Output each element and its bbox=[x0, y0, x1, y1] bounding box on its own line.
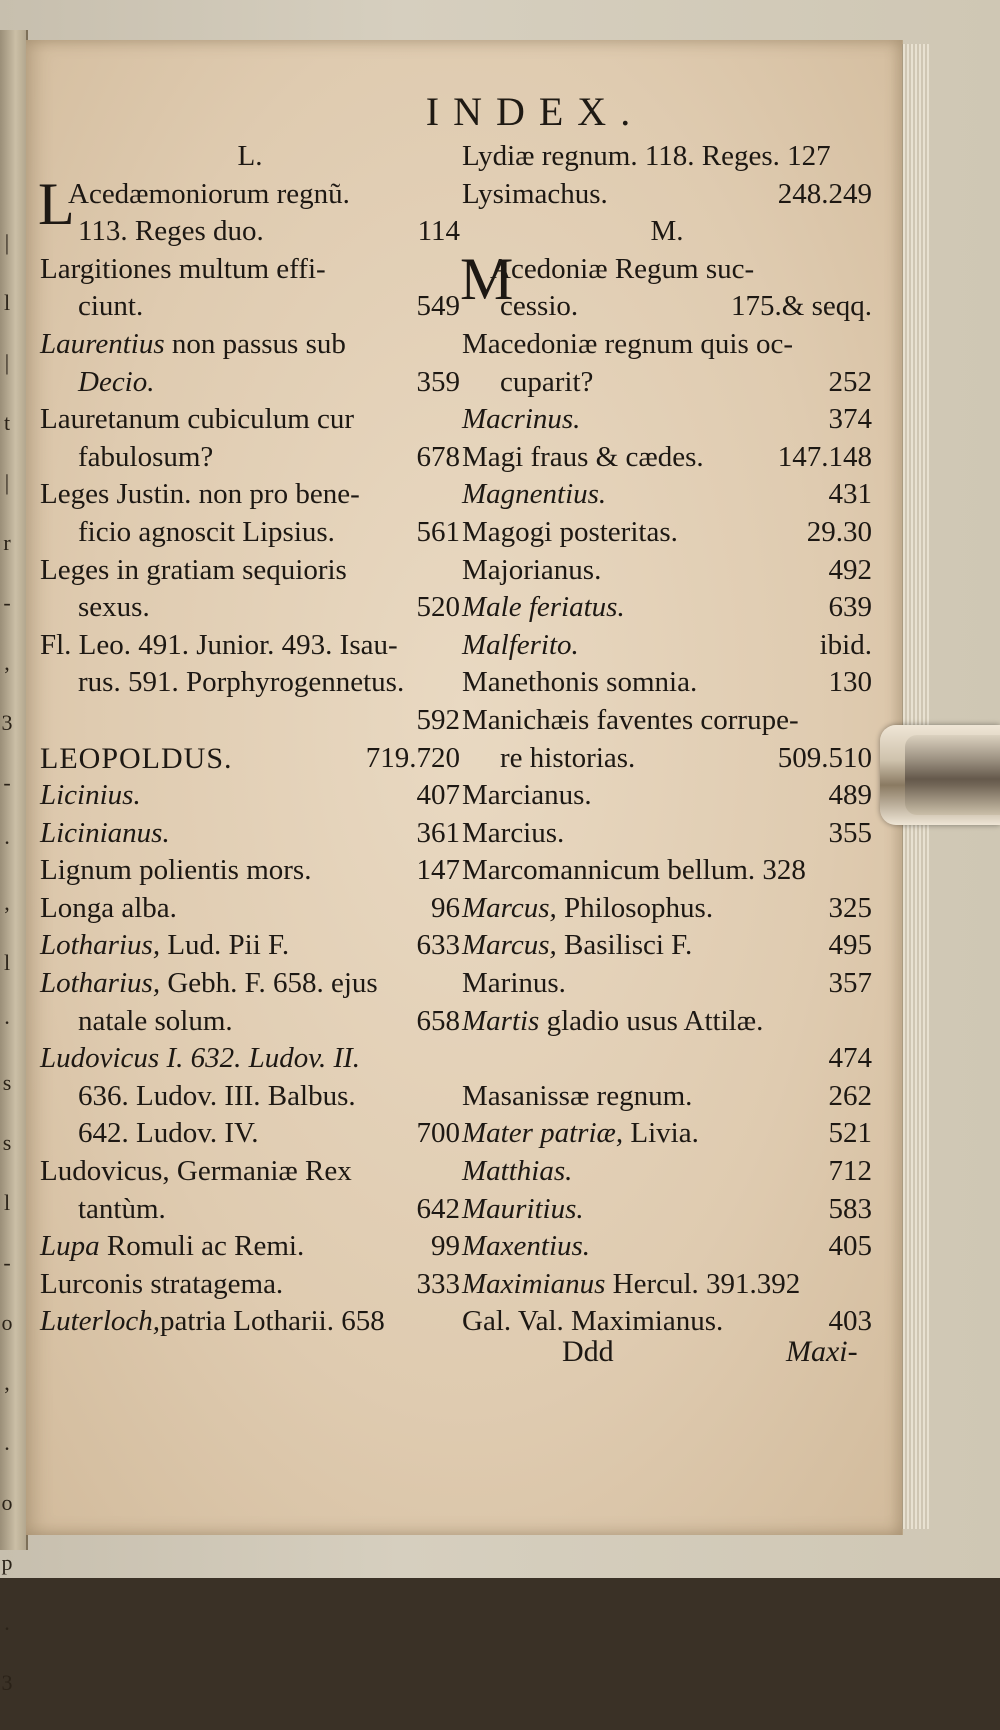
index-entry bbox=[40, 1153, 460, 1191]
index-entry-label: gladio usus Attilæ. bbox=[539, 1004, 764, 1037]
index-entry bbox=[462, 1191, 872, 1229]
index-entry-page-number: 431 bbox=[828, 478, 872, 511]
catchword: Maxi- bbox=[786, 1335, 858, 1368]
index-entry-page-number: 407 bbox=[416, 779, 460, 812]
index-entry bbox=[40, 1040, 460, 1078]
index-entry-label: Acedoniæ Regum suc- bbox=[490, 252, 755, 285]
index-entry-page-number: 114 bbox=[417, 215, 460, 248]
index-entry-text bbox=[78, 364, 155, 402]
index-entry-text bbox=[462, 326, 793, 364]
index-entry bbox=[40, 815, 460, 853]
margin-mark: · bbox=[3, 1010, 11, 1035]
index-entry-page-number: 147 bbox=[416, 854, 460, 887]
margin-mark: · bbox=[3, 830, 11, 855]
index-entry bbox=[40, 401, 460, 439]
margin-mark: o bbox=[1, 1310, 13, 1335]
index-entry bbox=[40, 927, 460, 965]
index-entry bbox=[462, 364, 872, 402]
index-entry bbox=[40, 1078, 460, 1116]
drop-cap: M bbox=[460, 245, 514, 312]
index-entry-text bbox=[40, 815, 170, 853]
index-entry-text bbox=[40, 251, 326, 289]
index-entry bbox=[40, 702, 460, 740]
index-entry-label: Lud. Pii F. bbox=[160, 929, 290, 962]
index-entry-page-number: 561 bbox=[416, 515, 460, 548]
index-entry-label: 636. Ludov. III. Balbus. bbox=[78, 1079, 356, 1112]
index-entry-label: natale solum. bbox=[78, 1004, 233, 1037]
index-entry-text bbox=[40, 927, 289, 965]
margin-mark: r bbox=[3, 530, 11, 555]
index-entry bbox=[40, 1115, 460, 1153]
index-entry-text bbox=[462, 1266, 800, 1304]
index-entry bbox=[40, 1266, 460, 1304]
index-entry-page-number: 355 bbox=[828, 816, 872, 849]
index-entry-italic: Licinius. bbox=[40, 779, 141, 812]
index-entry-text bbox=[462, 1078, 692, 1116]
margin-mark: s bbox=[2, 1130, 12, 1155]
index-entry-text bbox=[462, 777, 592, 815]
margin-mark: | bbox=[4, 350, 10, 375]
index-entry-page-number: 509.510 bbox=[777, 741, 872, 774]
index-entry bbox=[40, 251, 460, 289]
margin-mark: , bbox=[4, 650, 10, 675]
index-entry bbox=[40, 1228, 460, 1266]
index-entry-label: Marinus. bbox=[462, 967, 566, 1000]
index-entry-text bbox=[462, 702, 799, 740]
index-entry-italic: Maximianus bbox=[462, 1267, 606, 1300]
index-entry-text bbox=[40, 1040, 360, 1078]
index-entry-italic: Magnentius. bbox=[462, 478, 607, 511]
index-entry-text bbox=[40, 476, 360, 514]
index-entry bbox=[462, 627, 872, 665]
index-entry-label: Marcianus. bbox=[462, 779, 592, 812]
index-entry-italic: Maxentius. bbox=[462, 1230, 591, 1263]
index-entry-text bbox=[462, 514, 678, 552]
index-entry-label: Majorianus. bbox=[462, 553, 602, 586]
index-entry-text bbox=[40, 740, 233, 778]
index-entry-text bbox=[462, 552, 601, 590]
index-entry bbox=[40, 476, 460, 514]
index-entry-page-number: 361 bbox=[416, 816, 460, 849]
index-entry-page-number: 495 bbox=[828, 929, 872, 962]
index-entry-page-number: 658 bbox=[416, 1004, 460, 1037]
index-entry-page-number: 583 bbox=[828, 1192, 872, 1225]
index-entry-page-number: 357 bbox=[828, 967, 872, 1000]
index-entry-label: cuparit? bbox=[500, 365, 594, 398]
index-entry-page-number: 642 bbox=[416, 1192, 460, 1225]
index-entry bbox=[40, 965, 460, 1003]
index-entry-page-number: 248.249 bbox=[777, 177, 872, 210]
index-entry bbox=[462, 852, 872, 890]
index-entry-text bbox=[78, 1003, 233, 1041]
index-entry-italic: Licinianus. bbox=[40, 816, 170, 849]
index-entry bbox=[40, 589, 460, 627]
index-entry-label: Gebh. F. 658. ejus bbox=[160, 967, 378, 1000]
index-entry-page-number: 474 bbox=[828, 1042, 872, 1075]
index-entry-text bbox=[462, 664, 697, 702]
index-entry bbox=[462, 476, 872, 514]
index-entry-label: Philosophus. bbox=[556, 891, 714, 924]
index-entry-text bbox=[462, 439, 704, 477]
index-entry-text bbox=[40, 777, 141, 815]
index-entry-text bbox=[40, 890, 177, 928]
index-entry-label: ficio agnoscit Lipsius. bbox=[78, 515, 335, 548]
index-entry bbox=[40, 1303, 460, 1341]
index-entry-page-number: 489 bbox=[828, 779, 872, 812]
margin-mark: | bbox=[4, 230, 10, 255]
index-entry bbox=[462, 1115, 872, 1153]
index-entry-label: Magogi posteritas. bbox=[462, 515, 678, 548]
index-entry bbox=[462, 288, 872, 326]
index-entry bbox=[462, 1078, 872, 1116]
index-entry bbox=[40, 1003, 460, 1041]
index-entry-label: non passus sub bbox=[164, 327, 346, 360]
index-entry-text bbox=[462, 1115, 699, 1153]
index-entry bbox=[40, 627, 460, 665]
index-entry-italic: Ludovicus I. 632. Ludov. II. bbox=[40, 1042, 361, 1075]
index-entry-page-number: 359 bbox=[416, 365, 460, 398]
index-entry-text bbox=[462, 476, 606, 514]
index-entry-page-number: 333 bbox=[416, 1267, 460, 1300]
margin-mark: - bbox=[3, 770, 11, 795]
index-entry-text bbox=[40, 138, 460, 176]
index-entry-text bbox=[462, 852, 806, 890]
index-entry-page-number: 29.30 bbox=[806, 515, 872, 548]
index-entry-label: Macedoniæ regnum quis oc- bbox=[462, 327, 794, 360]
index-entry-text bbox=[462, 138, 831, 176]
index-entry-italic: Laurentius bbox=[40, 327, 165, 360]
index-entry-label: re historias. bbox=[500, 741, 636, 774]
index-entry bbox=[40, 777, 460, 815]
index-entry bbox=[462, 702, 872, 740]
index-entry-label: ciunt. bbox=[78, 290, 144, 323]
index-entry bbox=[462, 1040, 872, 1078]
index-entry-text bbox=[40, 1303, 385, 1341]
index-entry-label: Acedæmoniorum regnũ. bbox=[68, 177, 350, 210]
index-entry-text bbox=[462, 627, 579, 665]
index-entry-label: fabulosum? bbox=[78, 440, 214, 473]
index-entry bbox=[462, 439, 872, 477]
index-entry-italic: Marcus, bbox=[462, 891, 557, 924]
index-entry-page-number: 549 bbox=[416, 290, 460, 323]
index-entry-text bbox=[462, 1191, 584, 1229]
index-entry-text bbox=[78, 1078, 356, 1116]
index-entry bbox=[462, 1266, 872, 1304]
index-entry-text bbox=[78, 1191, 166, 1229]
index-entry bbox=[40, 552, 460, 590]
page-title: INDEX. bbox=[425, 89, 645, 134]
index-entry bbox=[462, 589, 872, 627]
index-entry-label: patria Lotharii. 658 bbox=[160, 1305, 385, 1338]
index-entry-text bbox=[462, 589, 625, 627]
index-entry-text bbox=[500, 288, 578, 326]
index-entry-page-number: 678 bbox=[416, 440, 460, 473]
margin-mark: s bbox=[2, 1070, 12, 1095]
index-entry-text bbox=[78, 439, 213, 477]
index-entry bbox=[40, 288, 460, 326]
index-entry-italic: Lotharius, bbox=[40, 929, 161, 962]
index-column-left bbox=[40, 138, 460, 1341]
margin-mark: t bbox=[3, 410, 11, 435]
index-entry bbox=[462, 740, 872, 778]
index-entry-text bbox=[462, 927, 692, 965]
index-entry bbox=[462, 326, 872, 364]
index-entry-text bbox=[40, 852, 311, 890]
index-entry-label: sexus. bbox=[78, 591, 150, 624]
index-entry bbox=[462, 664, 872, 702]
facing-page-margin-marks bbox=[0, 230, 14, 1730]
index-entry bbox=[40, 364, 460, 402]
index-entry-page-number: 262 bbox=[828, 1079, 872, 1112]
index-entry-text bbox=[462, 815, 564, 853]
index-entry-label: Masanissæ regnum. bbox=[462, 1079, 693, 1112]
index-entry-text bbox=[462, 890, 713, 928]
index-entry-text bbox=[462, 965, 566, 1003]
index-entry-text bbox=[40, 627, 398, 665]
index-entry-text bbox=[500, 740, 635, 778]
index-entry-page-number: 147.148 bbox=[777, 440, 872, 473]
index-entry-text bbox=[500, 364, 593, 402]
index-entry-label: Magi fraus & cædes. bbox=[462, 440, 704, 473]
book-clasp-inner bbox=[905, 735, 1000, 815]
index-entry bbox=[462, 176, 872, 214]
index-entry-text bbox=[40, 1153, 352, 1191]
index-entry-page-number: 712 bbox=[828, 1155, 872, 1188]
index-entry-text bbox=[78, 589, 150, 627]
index-entry-label: rus. 591. Porphyrogennetus. bbox=[78, 666, 405, 699]
index-entry-text bbox=[462, 1003, 763, 1041]
index-entry bbox=[40, 213, 460, 251]
index-entry-page-number: 521 bbox=[828, 1117, 872, 1150]
index-entry-text bbox=[40, 552, 347, 590]
index-entry-page-number: ibid. bbox=[819, 628, 872, 661]
margin-mark: 3 bbox=[1, 1670, 13, 1695]
index-entry-page-number: 633 bbox=[416, 929, 460, 962]
index-entry-label: Leges in gratiam sequioris bbox=[40, 553, 347, 586]
index-column-right bbox=[462, 138, 872, 1341]
index-entry-label: Gal. Val. Maximianus. bbox=[462, 1305, 724, 1338]
margin-mark: p bbox=[1, 1550, 13, 1575]
index-letter-heading bbox=[462, 213, 872, 251]
index-entry-label: Basilisci F. bbox=[556, 929, 693, 962]
index-entry-page-number: 492 bbox=[828, 553, 872, 586]
index-entry-label: M. bbox=[650, 215, 684, 248]
index-letter-heading bbox=[40, 138, 460, 176]
index-entry-text bbox=[78, 1115, 258, 1153]
index-entry-text bbox=[78, 514, 335, 552]
drop-cap: L bbox=[38, 170, 75, 237]
index-entry bbox=[462, 514, 872, 552]
margin-mark: , bbox=[4, 890, 10, 915]
margin-mark: l bbox=[3, 290, 11, 315]
index-entry-label: Lurconis stratagema. bbox=[40, 1267, 284, 1300]
index-entry-label: Lysimachus. bbox=[462, 177, 608, 210]
index-entry-text bbox=[462, 213, 872, 251]
index-entry bbox=[462, 401, 872, 439]
index-entry-italic: Lotharius, bbox=[40, 967, 161, 1000]
index-entry bbox=[462, 138, 872, 176]
margin-mark: - bbox=[3, 590, 11, 615]
index-entry-italic: Decio. bbox=[78, 365, 155, 398]
index-entry bbox=[40, 326, 460, 364]
index-entry-label: cessio. bbox=[500, 290, 579, 323]
index-entry-italic: Mater patriæ, bbox=[462, 1117, 624, 1150]
index-entry bbox=[40, 664, 460, 702]
index-entry-label: Livia. bbox=[623, 1117, 699, 1150]
index-entry-page-number: 639 bbox=[828, 591, 872, 624]
margin-mark: l bbox=[3, 1190, 11, 1215]
index-entry-text bbox=[40, 1228, 304, 1266]
index-entry-italic: Marcus, bbox=[462, 929, 557, 962]
margin-mark: . bbox=[4, 1430, 10, 1455]
index-entry bbox=[462, 1153, 872, 1191]
index-entry-italic: Mauritius. bbox=[462, 1192, 584, 1225]
margin-mark: . bbox=[4, 1610, 10, 1635]
margin-mark: | bbox=[4, 470, 10, 495]
index-entry-label: 113. Reges duo. bbox=[78, 215, 264, 248]
signature-mark: Ddd bbox=[562, 1335, 614, 1368]
index-entry bbox=[462, 927, 872, 965]
index-entry-italic: Malferito. bbox=[462, 628, 579, 661]
index-entry-page-number: 130 bbox=[828, 666, 872, 699]
index-entry-label: Lydiæ regnum. 118. Reges. 127 bbox=[462, 140, 831, 172]
index-entry-page-number: 592 bbox=[416, 703, 460, 736]
index-entry-text bbox=[462, 401, 580, 439]
index-entry bbox=[40, 740, 460, 778]
index-entry-label: Leges Justin. non pro bene- bbox=[40, 478, 360, 511]
index-entry-text bbox=[462, 176, 608, 214]
index-entry-italic: Male feriatus. bbox=[462, 591, 625, 624]
index-entry-text bbox=[462, 1153, 572, 1191]
index-entry-text bbox=[78, 664, 404, 702]
index-entry-label: Marcius. bbox=[462, 816, 565, 849]
index-entry-page-number: 719.720 bbox=[365, 741, 460, 774]
index-entry-italic: Lupa bbox=[40, 1230, 100, 1263]
index-entry bbox=[40, 514, 460, 552]
index-entry-label: Hercul. 391.392 bbox=[605, 1267, 801, 1300]
index-entry bbox=[462, 890, 872, 928]
index-entry-label: L. bbox=[237, 140, 263, 172]
index-entry bbox=[462, 1003, 872, 1041]
index-entry-page-number: 520 bbox=[416, 591, 460, 624]
margin-mark: , bbox=[4, 1370, 10, 1395]
index-entry-italic: Martis bbox=[462, 1004, 540, 1037]
index-entry bbox=[462, 965, 872, 1003]
index-entry-page-number: 405 bbox=[828, 1230, 872, 1263]
index-entry-page-number: 403 bbox=[828, 1305, 872, 1338]
index-entry-page-number: 325 bbox=[828, 891, 872, 924]
margin-mark: o bbox=[1, 1490, 13, 1515]
index-entry-page-number: 175.& seqq. bbox=[731, 290, 872, 323]
index-entry bbox=[462, 815, 872, 853]
index-entry bbox=[40, 852, 460, 890]
index-entry-label: Romuli ac Remi. bbox=[99, 1230, 305, 1263]
index-entry bbox=[462, 1228, 872, 1266]
index-entry-italic: Luterloch, bbox=[40, 1305, 161, 1338]
index-entry-label: Manethonis somnia. bbox=[462, 666, 698, 699]
index-entry-page-number: 252 bbox=[828, 365, 872, 398]
index-entry-italic: Macrinus. bbox=[462, 403, 581, 436]
index-entry-text bbox=[78, 213, 264, 251]
index-entry-text bbox=[78, 288, 143, 326]
index-entry bbox=[40, 1191, 460, 1229]
index-entry bbox=[40, 890, 460, 928]
index-entry bbox=[462, 777, 872, 815]
index-entry-label: Ludovicus, Germaniæ Rex bbox=[40, 1155, 352, 1188]
margin-mark: 3 bbox=[1, 710, 13, 735]
index-entry bbox=[462, 552, 872, 590]
index-entry-label: Largitiones multum effi- bbox=[40, 252, 326, 285]
index-entry-label: 642. Ludov. IV. bbox=[78, 1117, 259, 1150]
index-entry bbox=[40, 439, 460, 477]
index-entry-text bbox=[40, 1266, 283, 1304]
index-entry-page-number: 700 bbox=[416, 1117, 460, 1150]
margin-mark: l bbox=[3, 950, 11, 975]
index-entry-text bbox=[462, 1228, 590, 1266]
margin-mark: - bbox=[3, 1250, 11, 1275]
index-entry-label: Lignum polientis mors. bbox=[40, 854, 312, 887]
index-entry-page-number: 374 bbox=[828, 403, 872, 436]
index-entry-page-number: 99 bbox=[431, 1230, 460, 1263]
index-entry-label: tantùm. bbox=[78, 1192, 166, 1225]
index-entry-page-number: 96 bbox=[431, 891, 460, 924]
index-entry-italic: Matthias. bbox=[462, 1155, 573, 1188]
index-entry-text bbox=[40, 965, 378, 1003]
index-entry-text bbox=[40, 326, 346, 364]
index-entry-label: Fl. Leo. 491. Junior. 493. Isau- bbox=[40, 628, 398, 661]
index-entry-label: Lauretanum cubiculum cur bbox=[40, 403, 355, 436]
index-entry-label: Longa alba. bbox=[40, 891, 177, 924]
index-entry-label: LEOPOLDUS. bbox=[40, 741, 233, 775]
index-entry-label: Marcomannicum bellum. 328 bbox=[462, 854, 806, 887]
index-entry-text bbox=[40, 401, 354, 439]
index-entry-label: Manichæis faventes corrupe- bbox=[462, 703, 799, 736]
